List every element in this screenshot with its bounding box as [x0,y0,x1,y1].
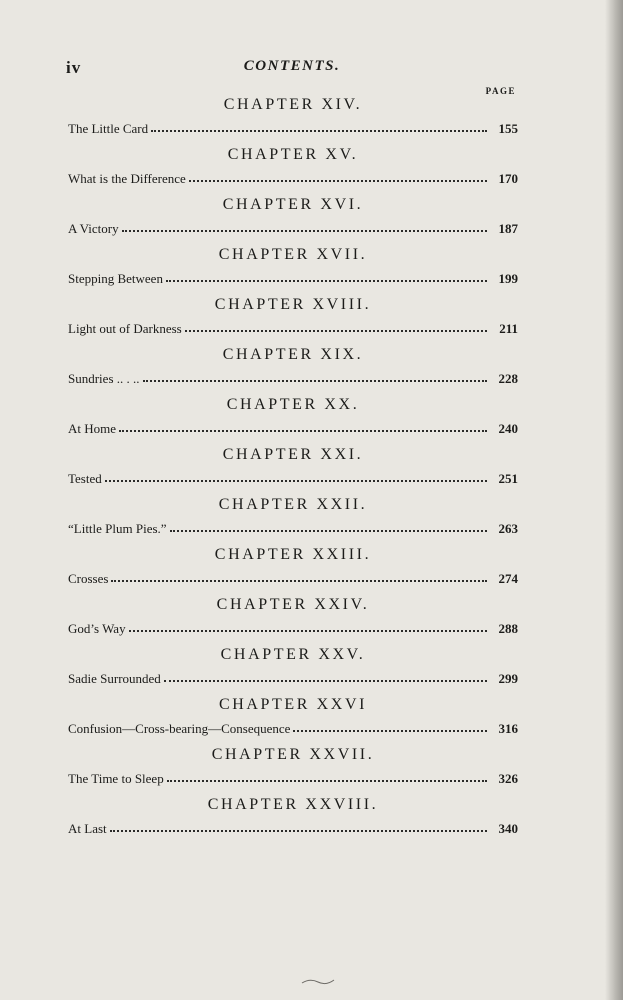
table-of-contents [68,96,518,846]
chapter-title: At Home [68,421,117,436]
toc-entry [68,246,518,296]
page-edge-shadow [605,0,623,1000]
chapter-heading: CHAPTER XXVI [218,696,368,713]
toc-entry [68,746,518,796]
chapter-heading: CHAPTER XXIII. [214,546,372,563]
page-number-ref: 170 [498,171,518,186]
chapter-title: Light out of Darkness [68,321,182,336]
toc-entry [68,696,518,746]
dot-leader [166,278,487,282]
page-number-ref: 263 [498,521,518,536]
dot-leader [105,478,487,482]
toc-entry [68,196,518,246]
print-speck [300,976,336,986]
dot-leader [293,728,487,732]
chapter-heading: CHAPTER XVII. [218,246,368,263]
dot-leader [143,378,488,382]
dot-leader [110,828,487,832]
page-number-ref: 316 [498,721,518,736]
toc-entry [68,496,518,546]
dot-leader [167,778,487,782]
chapter-heading: CHAPTER XXVII. [211,746,375,763]
page-header [66,58,518,82]
page-number-ref: 155 [498,121,518,136]
dot-leader [170,528,487,532]
dot-leader [129,628,487,632]
dot-leader [111,578,487,582]
chapter-heading: CHAPTER XXI. [222,446,364,463]
toc-line [68,421,518,437]
page-number-ref: 299 [498,671,518,686]
toc-entry [68,146,518,196]
chapter-title: Crosses [68,571,109,586]
toc-line [68,471,518,487]
page-number-ref: 274 [498,571,518,586]
dot-leader [122,228,487,232]
chapter-title: Confusion—Cross-bearing—Consequence [68,721,291,736]
toc-entry [68,546,518,596]
toc-line [68,171,518,187]
page-number-ref: 326 [498,771,518,786]
toc-line [68,571,518,587]
chapter-title: Tested [68,471,102,486]
dot-leader [151,128,487,132]
chapter-title: What is the Difference [68,171,186,186]
toc-line [68,771,518,787]
toc-entry [68,396,518,446]
dot-leader [164,678,487,682]
toc-line [68,821,518,837]
toc-line [68,721,518,737]
chapter-heading: CHAPTER XIV. [223,96,363,113]
dot-leader [119,428,487,432]
toc-entry [68,296,518,346]
toc-line [68,321,518,337]
dot-leader [189,178,487,182]
toc-entry [68,446,518,496]
running-head: CONTENTS. [243,58,341,74]
toc-line [68,271,518,287]
page-number-ref: 240 [498,421,518,436]
chapter-title: God’s Way [68,621,126,636]
toc-entry [68,646,518,696]
page-number-ref: 288 [498,621,518,636]
chapter-heading: CHAPTER XX. [226,396,360,413]
chapter-heading: CHAPTER XVI. [222,196,364,213]
chapter-title: Stepping Between [68,271,163,286]
toc-line [68,521,518,537]
chapter-title: The Time to Sleep [68,771,164,786]
toc-entry [68,796,518,846]
page-number-ref: 199 [498,271,518,286]
page-number-ref: 228 [498,371,518,386]
toc-line [68,121,518,137]
chapter-title: Sadie Surrounded [68,671,161,686]
page-number-ref: 187 [498,221,518,236]
page-number-ref: 251 [498,471,518,486]
chapter-title: “Little Plum Pies.” [68,521,167,536]
chapter-heading: CHAPTER XXVIII. [207,796,379,813]
chapter-title: A Victory [68,221,119,236]
toc-entry [68,596,518,646]
chapter-heading: CHAPTER XVIII. [214,296,372,313]
page-number-ref: 211 [499,321,518,336]
chapter-heading: CHAPTER XXII. [218,496,368,513]
page-number-ref: 340 [498,821,518,836]
page-number: iv [66,58,82,77]
toc-line [68,621,518,637]
chapter-title: At Last [68,821,107,836]
toc-entry [68,346,518,396]
chapter-title: Sundries .. . .. [68,371,140,386]
chapter-heading: CHAPTER XIX. [222,346,364,363]
toc-line [68,671,518,687]
chapter-title: The Little Card [68,121,149,136]
chapter-heading: CHAPTER XV. [227,146,359,163]
toc-line [68,221,518,237]
toc-entry [68,96,518,146]
chapter-heading: CHAPTER XXV. [220,646,366,663]
dot-leader [185,328,487,332]
page-column-label: PAGE [485,86,516,96]
toc-line [68,371,518,387]
chapter-heading: CHAPTER XXIV. [216,596,370,613]
